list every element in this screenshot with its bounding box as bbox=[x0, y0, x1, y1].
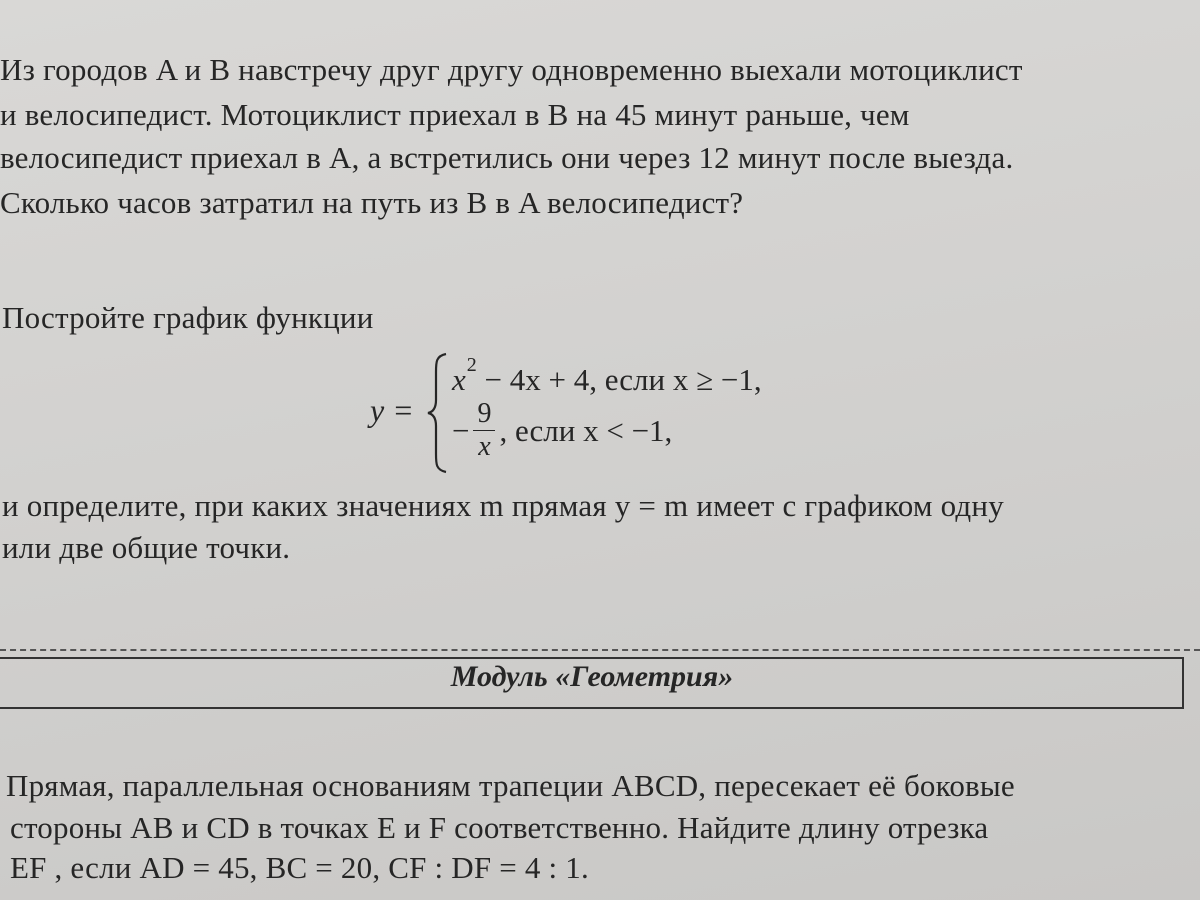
case2-fraction bbox=[473, 400, 495, 461]
curly-brace-icon bbox=[426, 350, 450, 476]
problem3-line-2: стороны AB и CD в точках E и F соответственно. Найдите длину отрезка bbox=[10, 810, 989, 845]
case2-sign: − bbox=[452, 412, 470, 448]
problem3-line-1: Прямая, параллельная основаниям трапеции ABCD, пересекает её боковые bbox=[6, 768, 1015, 803]
module-title: Модуль «Геометрия» bbox=[450, 660, 734, 693]
problem2-intro: Постройте график функции bbox=[2, 300, 374, 335]
case1-rest: − 4x + 4, если x ≥ −1, bbox=[476, 362, 762, 397]
problem2-line-3: или две общие точки. bbox=[2, 530, 291, 565]
problem1-line-1: Из городов A и B навстречу друг другу одновременно выехали мотоциклист bbox=[0, 52, 1023, 87]
fraction-numerator: 9 bbox=[473, 400, 495, 431]
case1-base: x bbox=[452, 362, 466, 397]
problem1-line-3: велосипедист приехал в A, а встретились они через 12 минут после выезда. bbox=[0, 140, 1014, 175]
problem1-line-4: Сколько часов затратил на путь из B в A велосипедист? bbox=[0, 185, 744, 220]
function-case-2 bbox=[452, 400, 672, 461]
function-case-1 bbox=[452, 354, 762, 398]
fraction-denominator: x bbox=[478, 431, 491, 462]
problem2-line-2: и определите, при каких значениях m прямая y = m имеет с графиком одну bbox=[2, 488, 1004, 523]
problem3-line-3: EF , если AD = 45, BC = 20, CF : DF = 4 : 1. bbox=[10, 850, 589, 885]
section-divider bbox=[0, 649, 1200, 651]
function-lhs: y = bbox=[370, 392, 414, 428]
case2-rest: , если x < −1, bbox=[499, 412, 673, 448]
case1-exponent: 2 bbox=[466, 354, 477, 376]
problem1-line-2: и велосипедист. Мотоциклист приехал в B на 45 минут раньше, чем bbox=[0, 97, 910, 132]
